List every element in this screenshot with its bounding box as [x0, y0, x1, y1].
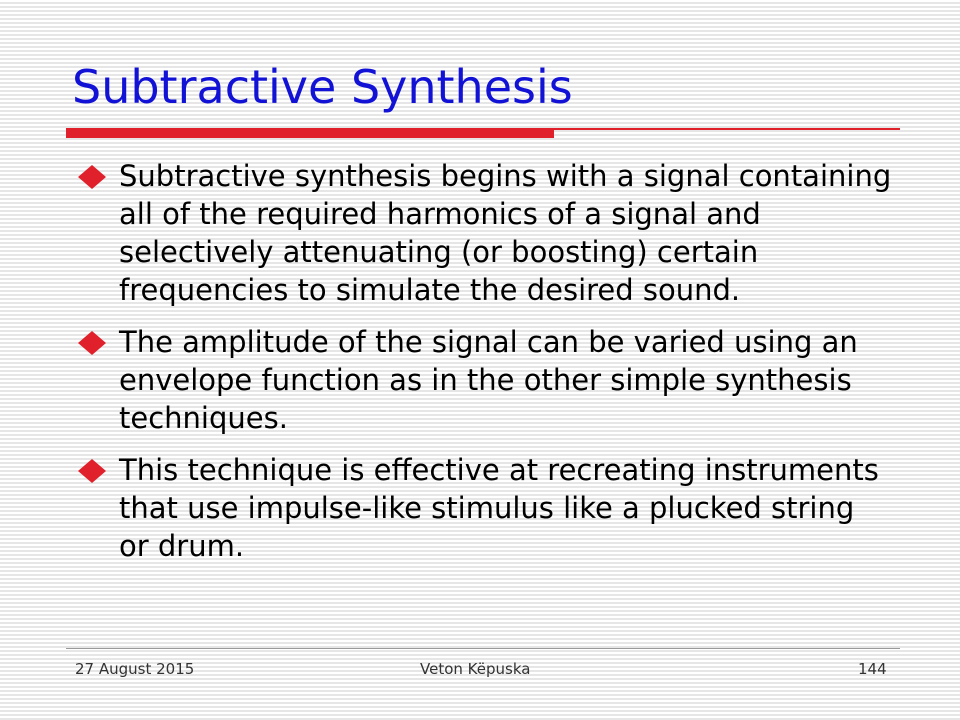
footer-divider [66, 648, 900, 649]
bullet-item [72, 451, 892, 565]
bullet-item [72, 157, 892, 309]
diamond-bullet-icon [78, 331, 106, 355]
title-underline-thick [66, 128, 554, 138]
diamond-bullet-icon [78, 165, 106, 189]
page-number: 144 [858, 660, 887, 678]
bullet-text: This technique is effective at recreating instruments that use impulse-like stimulus like a plucked string or drum. [119, 453, 879, 563]
footer-author: Veton Këpuska [420, 660, 531, 678]
bullet-list [72, 157, 892, 579]
bullet-text: The amplitude of the signal can be varied using an envelope function as in the other simple synthesis techniques. [119, 325, 858, 435]
diamond-bullet-icon [78, 459, 106, 483]
bullet-item [72, 323, 892, 437]
title-underline-thin [554, 128, 900, 130]
slide-title: Subtractive Synthesis [72, 60, 573, 114]
footer-date: 27 August 2015 [75, 660, 195, 678]
bullet-text: Subtractive synthesis begins with a signal containing all of the required harmonics of a signal and selectively attenuating (or boosting) certain frequencies to simulate the desired sound. [119, 159, 892, 307]
